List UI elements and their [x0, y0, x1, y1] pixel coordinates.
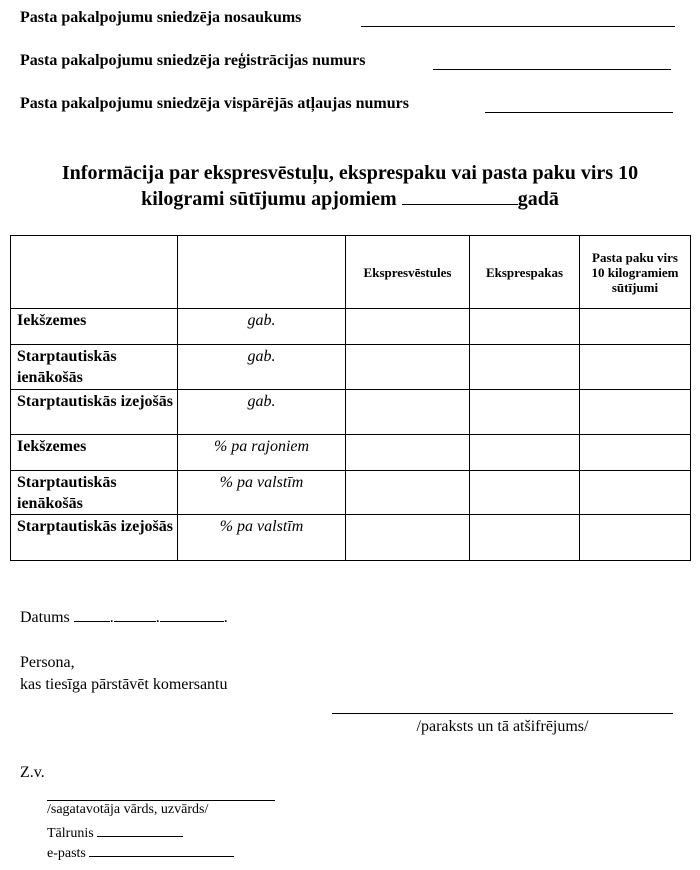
- email-label: e-pasts: [47, 846, 86, 861]
- row-unit: % pa valstīm: [178, 471, 346, 515]
- title-line-1: Informācija par ekspresvēstuļu, eksprespaku vai pasta paku virs 10: [61, 162, 639, 184]
- signature-field[interactable]: [332, 713, 673, 714]
- title-line-2-start: kilogrami sūtījumu apjomiem: [141, 188, 402, 210]
- table-row: [11, 390, 691, 435]
- table-header-row: [11, 236, 691, 309]
- cell-express-parcels[interactable]: [470, 515, 580, 561]
- title-line-2-end: gadā: [517, 188, 559, 210]
- date-line: Datums . . .: [20, 609, 228, 626]
- row-unit: gab.: [178, 345, 346, 390]
- row-label: Starptautiskās ienākošās: [11, 345, 178, 390]
- provider-name-field[interactable]: [361, 26, 675, 27]
- row-unit: % pa valstīm: [178, 515, 346, 561]
- row-unit: gab.: [178, 390, 346, 435]
- header-cell-unit: [178, 236, 346, 309]
- header-cell-express-letters: Ekspresvēstules: [346, 236, 470, 309]
- table-row: [11, 345, 691, 390]
- table-row: [11, 309, 691, 345]
- date-label: Datums: [20, 609, 70, 626]
- cell-express-parcels[interactable]: [470, 471, 580, 515]
- row-label: Starptautiskās izejošās: [11, 390, 178, 435]
- preparer-name-field[interactable]: [47, 800, 275, 801]
- header-cell-heavy-parcels: Pasta paku virs 10 kilogramiem sūtījumi: [580, 236, 691, 309]
- header-cell-type: [11, 236, 178, 309]
- cell-express-parcels[interactable]: [470, 309, 580, 345]
- cell-express-letters[interactable]: [346, 390, 470, 435]
- volume-table: [10, 235, 691, 561]
- table-row: [11, 435, 691, 471]
- cell-heavy-parcels[interactable]: [580, 309, 691, 345]
- cell-heavy-parcels[interactable]: [580, 515, 691, 561]
- cell-heavy-parcels[interactable]: [580, 435, 691, 471]
- row-unit: gab.: [178, 309, 346, 345]
- cell-express-parcels[interactable]: [470, 435, 580, 471]
- cell-express-letters[interactable]: [346, 309, 470, 345]
- phone-label: Tālrunis: [47, 826, 94, 841]
- cell-heavy-parcels[interactable]: [580, 345, 691, 390]
- provider-name-label: Pasta pakalpojumu sniedzēja nosaukums: [20, 9, 302, 26]
- cell-express-parcels[interactable]: [470, 390, 580, 435]
- table-row: [11, 471, 691, 515]
- preparer-caption: /sagatavotāja vārds, uzvārds/: [47, 802, 209, 817]
- date-day-field[interactable]: [74, 607, 110, 622]
- provider-registration-label: Pasta pakalpojumu sniedzēja reģistrācijas numurs: [20, 52, 366, 69]
- cell-express-letters[interactable]: [346, 435, 470, 471]
- cell-express-parcels[interactable]: [470, 345, 580, 390]
- row-label: Iekšzemes: [11, 309, 178, 345]
- phone-line: [47, 822, 183, 842]
- cell-heavy-parcels[interactable]: [580, 471, 691, 515]
- cell-express-letters[interactable]: [346, 345, 470, 390]
- date-year-field[interactable]: [160, 607, 224, 622]
- row-label: Iekšzemes: [11, 435, 178, 471]
- row-label: Starptautiskās ienākošās: [11, 471, 178, 515]
- header-cell-express-parcels: Eksprespakas: [470, 236, 580, 309]
- phone-field[interactable]: [97, 822, 183, 837]
- table-row: [11, 515, 691, 561]
- person-line-1: Persona,: [20, 654, 75, 671]
- row-label: Starptautiskās izejošās: [11, 515, 178, 561]
- provider-license-field[interactable]: [485, 112, 673, 113]
- seal-label: Z.v.: [20, 764, 45, 781]
- person-line-2: kas tiesīga pārstāvēt komersantu: [20, 676, 228, 693]
- page-title: [0, 160, 700, 212]
- cell-express-letters[interactable]: [346, 471, 470, 515]
- row-unit: % pa rajoniem: [178, 435, 346, 471]
- provider-license-label: Pasta pakalpojumu sniedzēja vispārējās atļaujas numurs: [20, 95, 409, 112]
- cell-express-letters[interactable]: [346, 515, 470, 561]
- signature-caption: /paraksts un tā atšifrējums/: [416, 718, 589, 735]
- email-field[interactable]: [89, 842, 234, 857]
- date-month-field[interactable]: [114, 607, 156, 622]
- cell-heavy-parcels[interactable]: [580, 390, 691, 435]
- email-line: [47, 842, 234, 862]
- year-field[interactable]: [402, 186, 518, 205]
- provider-registration-field[interactable]: [433, 69, 671, 70]
- title-line-2: [0, 186, 700, 212]
